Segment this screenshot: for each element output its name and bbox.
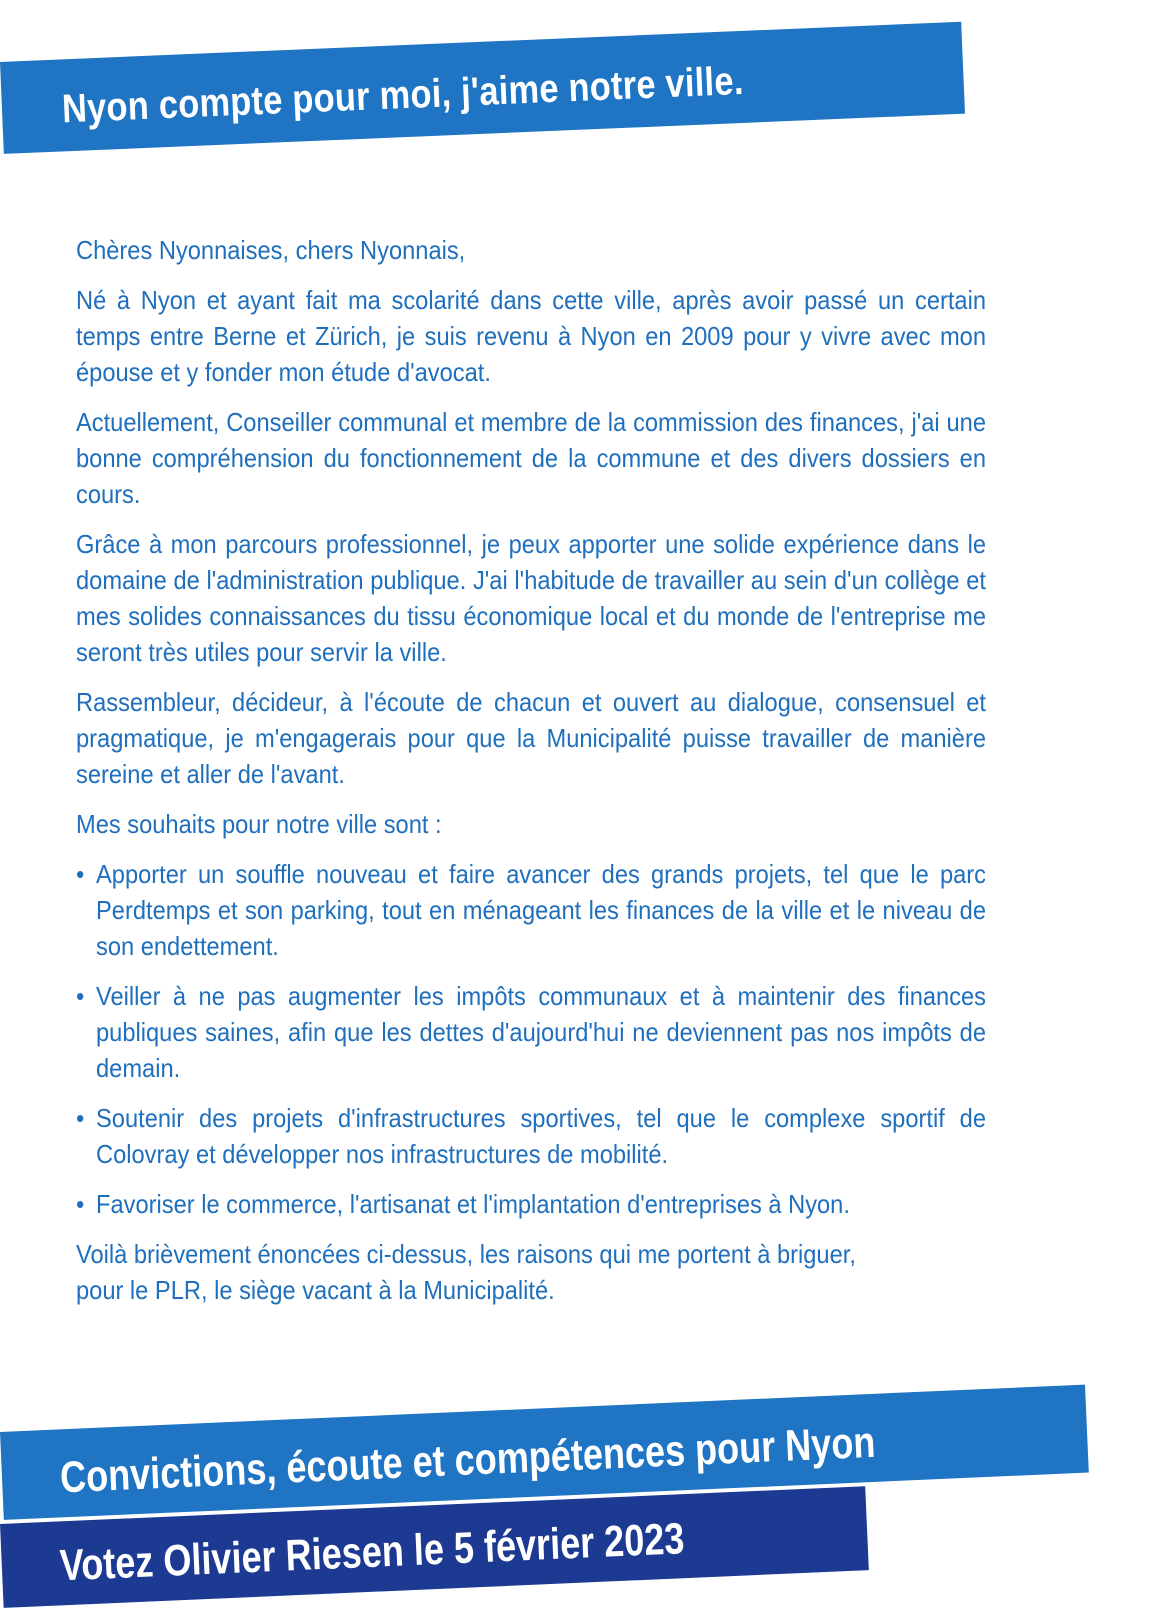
wish-text: Apporter un souffle nouveau et faire avancer des grands projets, tel que le parc Perdtemps et son parking, tout en ménageant les finances de la ville et le niveau de son endettement. <box>96 859 986 961</box>
closing-line-2: pour le PLR, le siège vacant à la Municipalité. <box>76 1275 555 1305</box>
bullet-icon: • <box>76 981 85 1011</box>
list-item <box>76 978 986 1086</box>
wishes-list <box>76 856 986 1222</box>
bullet-icon: • <box>76 1103 85 1133</box>
letter-body <box>76 232 986 1322</box>
paragraph-current-role: Actuellement, Conseiller communal et membre de la commission des finances, j'ai une bonne compréhension du fonctionnement de la commune et des divers dossiers en cours. <box>76 407 986 509</box>
vote-text: Votez Olivier Riesen le 5 février 2023 <box>58 1514 686 1591</box>
wish-text: Favoriser le commerce, l'artisanat et l'implantation d'entreprises à Nyon. <box>96 1189 850 1219</box>
list-item <box>76 1100 986 1172</box>
bullet-icon: • <box>76 859 85 889</box>
bullet-icon: • <box>76 1189 85 1219</box>
wish-text: Soutenir des projets d'infrastructures sportives, tel que le complexe sportif de Colovray et développer nos infrastructures de mobilité. <box>96 1103 986 1169</box>
wishes-intro: Mes souhaits pour notre ville sont : <box>76 809 442 839</box>
paragraph-experience: Grâce à mon parcours professionnel, je peux apporter une solide expérience dans le domaine de l'administration publique. J'ai l'habitude de travailler au sein d'un collège et mes solides connaissances du tissu économique local et du monde de l'entreprise me seront très utiles pour servir la ville. <box>76 529 986 667</box>
slogan-text: Convictions, écoute et compétences pour Nyon <box>58 1417 877 1503</box>
greeting: Chères Nyonnaises, chers Nyonnais, <box>76 235 466 265</box>
closing <box>76 1236 986 1308</box>
closing-line-1: Voilà brièvement énoncées ci-dessus, les raisons qui me portent à briguer, <box>76 1239 856 1269</box>
paragraph-background: Né à Nyon et ayant fait ma scolarité dans cette ville, après avoir passé un certain temps entre Berne et Zürich, je suis revenu à Nyon en 2009 pour y vivre avec mon épouse et y fonder mon étude d'avocat. <box>76 285 986 387</box>
header-title: Nyon compte pour moi, j'aime notre ville. <box>61 58 745 132</box>
header-banner <box>0 22 965 154</box>
paragraph-qualities: Rassembleur, décideur, à l'écoute de chacun et ouvert au dialogue, consensuel et pragmatique, je m'engagerais pour que la Municipalité puisse travailler de manière sereine et aller de l'avant. <box>76 687 986 789</box>
wish-text: Veiller à ne pas augmenter les impôts communaux et à maintenir des finances publiques saines, afin que les dettes d'aujourd'hui ne deviennent pas nos impôts de demain. <box>96 981 986 1083</box>
list-item <box>76 856 986 964</box>
list-item <box>76 1186 986 1222</box>
